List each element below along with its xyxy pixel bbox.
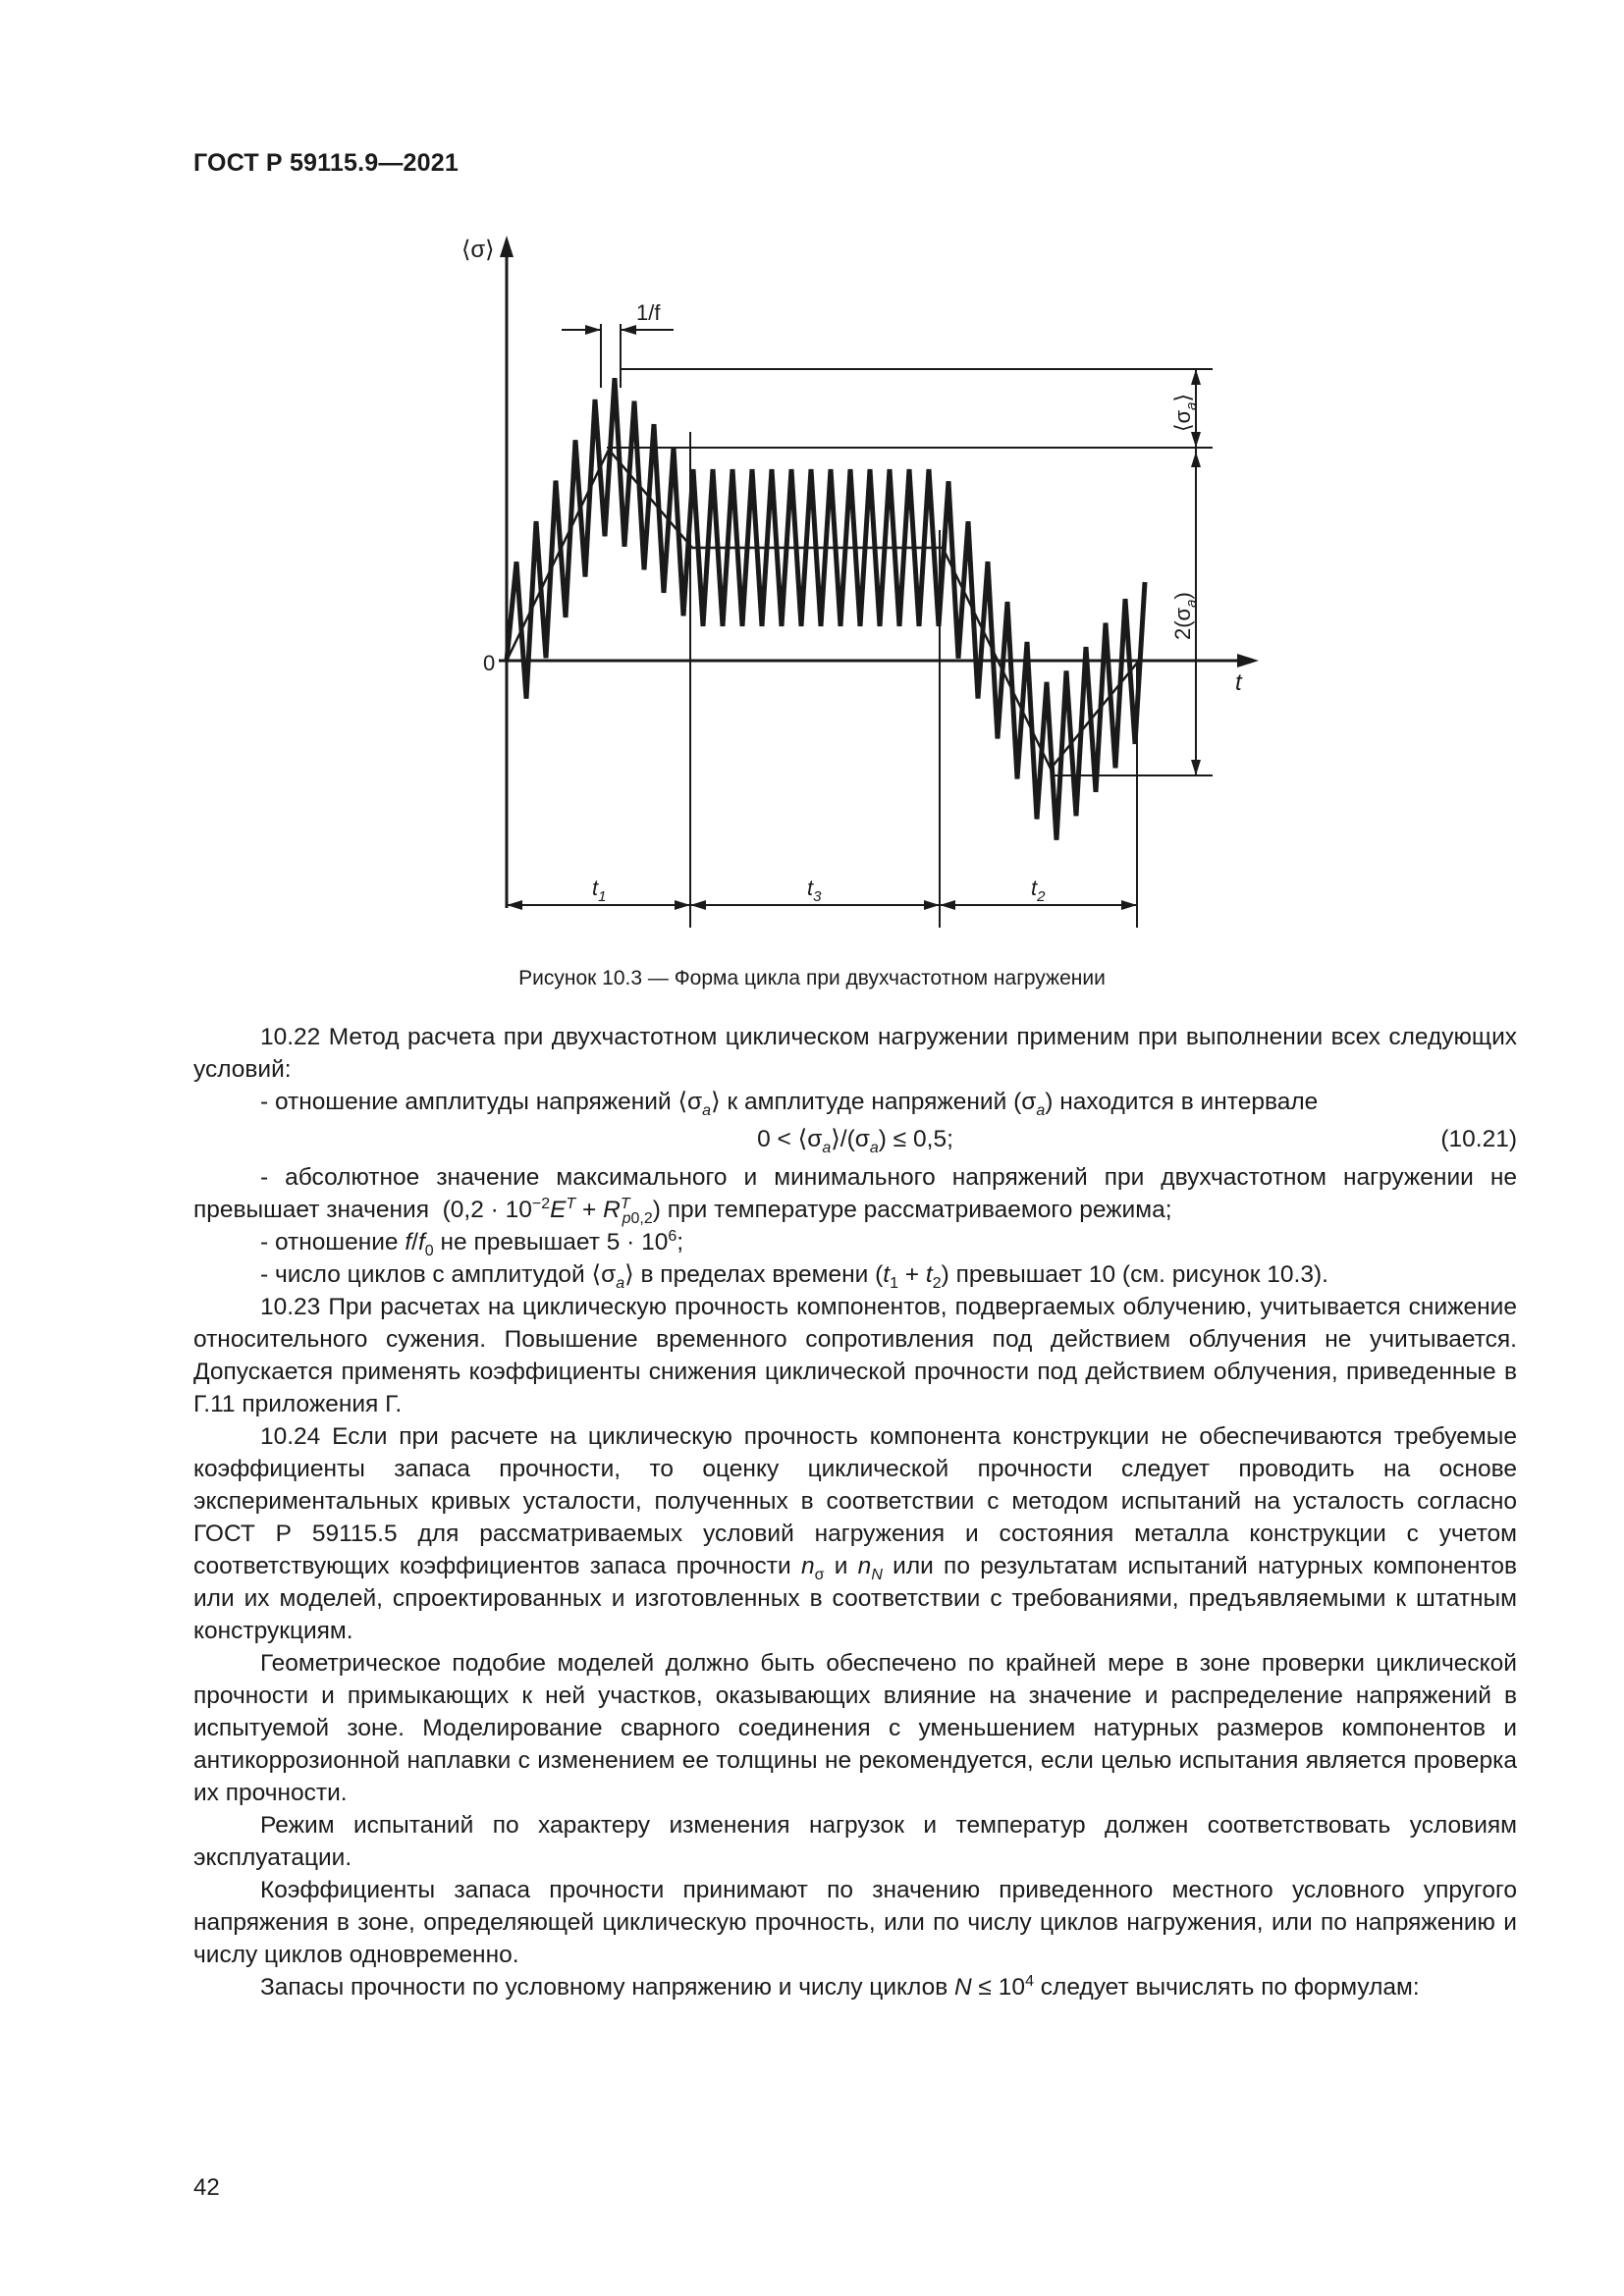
paragraph-10-24: 10.24 Если при расчете на циклическую прочность компонента конструкции не обеспечиваются требуемые коэффициенты запаса прочности, то оценку циклической прочности следует проводить на основе экспериментальных кривых усталости, полученных в соответствии с методом испытаний на усталость согласно ГОСТ Р 59115.5 для рассматриваемых условий нагружения и состояния металла конструкции с учетом соответствующих коэффициентов запаса прочности $n_\sigma$ и $n_N$ или по результатам испытаний натурных компонентов или их моделей, спроектированных и изготовленных в соответствии с требованиями, предъявляемыми к штатным конструкциям.	[193, 1423, 1517, 1644]
paragraph-geometry: Геометрическое подобие моделей должно быть обеспечено по крайней мере в зоне проверки циклической прочности и примыкающих к ней участков, оказывающих влияние на значение и распределение напряжений в испытуемой зоне. Моделирование сварного соединения с уменьшением натурных размеров компонентов и антикоррозионной наплавки с изменением ее толщины не рекомендуется, если целью испытания является проверка их прочности.	[193, 1650, 1517, 1806]
paragraph-formulas-intro: Запасы прочности по условному напряжению и числу циклов $N \le 10^4$ следует вычислять по формулам:	[260, 1972, 1420, 2001]
document-header: ГОСТ Р 59115.9—2021	[193, 149, 459, 177]
page-number: 42	[193, 2174, 220, 2201]
condition-4: - число циклов с амплитудой $⟨\sigma_a⟩$ в пределах времени $(t_1 + t_2)$ превышает 10 (см. рисунок 10.3).	[260, 1261, 1328, 1292]
formula-expression: $0 < ⟨\sigma_a⟩/(\sigma_a) \le 0,5$;	[757, 1126, 953, 1156]
period-label: 1/f	[636, 300, 661, 325]
document-body	[193, 1021, 1517, 2003]
paragraph-10-23: 10.23 При расчетах на циклическую прочность компонентов, подвергаемых облучению, учитывается снижение относительного сужения. Повышение временного сопротивления под действием облучения не учитывается. Допускается применять коэффициенты снижения циклической прочности под действием облучения, приведенные в Г.11 приложения Г.	[193, 1294, 1517, 1417]
condition-2: - абсолютное значение максимального и минимального напряжений при двухчастотном нагружении не превышает значения $(0,2 \cdot 10^{-2}E^T + R^T_{p0,2})$ при температуре рассматриваемого режима;	[193, 1164, 1517, 1227]
condition-3: - отношение $f/f_0$ не превышает $5 \cdot 10^6$;	[260, 1227, 684, 1259]
paragraph-test-mode: Режим испытаний по характеру изменения нагрузок и температур должен соответствовать условиям эксплуатации.	[193, 1812, 1517, 1871]
formula-number: (10.21)	[1440, 1126, 1517, 1152]
t2-label: $t_2$	[1031, 876, 1046, 905]
figure-caption: Рисунок 10.3 — Форма цикла при двухчастотном нагружении	[518, 967, 1106, 989]
paragraph-safety-factors: Коэффициенты запаса прочности принимают по значению приведенного местного условного упругого напряжения в зоне, определяющей циклическую прочность, или по числу циклов нагружения, или по напряжению и числу циклов одновременно.	[193, 1877, 1517, 1968]
t-axis-arrow	[1237, 654, 1259, 667]
condition-1: - отношение амплитуды напряжений $⟨\sigma_a⟩$ к амплитуде напряжений $(\sigma_a)$ находится в интервале	[260, 1089, 1319, 1119]
y-axis-label: ⟨σ⟩	[461, 237, 495, 263]
figure-cycle-shape	[412, 216, 1296, 952]
cycle-diagram	[412, 216, 1296, 952]
sigma-a-small-label: $⟨\sigma_a⟩$	[1170, 393, 1200, 432]
y-axis-arrow	[500, 236, 514, 257]
formula-10-21	[193, 1118, 1517, 1161]
t-axis-label: t	[1235, 669, 1242, 696]
t1-label: $t_1$	[592, 876, 607, 905]
sigma-a-double-label: $2(\sigma_a)$	[1170, 592, 1200, 640]
t3-label: $t_3$	[807, 876, 822, 905]
paragraph-10-22: 10.22 Метод расчета при двухчастотном циклическом нагружении применим при выполнении всех следующих условий:	[193, 1024, 1517, 1083]
origin-label: 0	[483, 651, 496, 675]
